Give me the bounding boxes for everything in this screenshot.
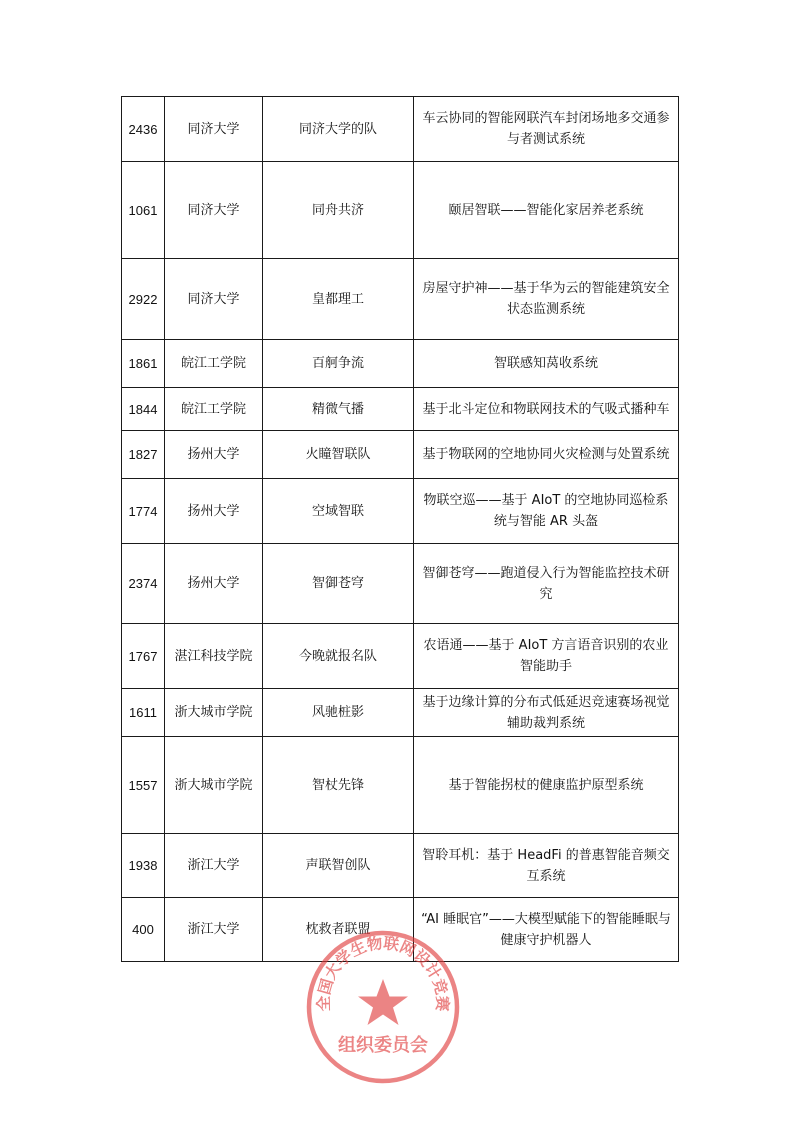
project-title: 基于智能拐杖的健康监护原型系统 bbox=[414, 737, 679, 834]
entry-id: 1767 bbox=[122, 624, 165, 689]
entry-id: 1938 bbox=[122, 834, 165, 898]
table-row bbox=[122, 340, 679, 388]
project-title: 农语通——基于 AIoT 方言语音识别的农业智能助手 bbox=[414, 624, 679, 689]
school-name: 扬州大学 bbox=[165, 431, 263, 479]
school-name: 浙江大学 bbox=[165, 898, 263, 962]
project-title: 智联感知莴收系统 bbox=[414, 340, 679, 388]
entry-id: 1827 bbox=[122, 431, 165, 479]
table-row bbox=[122, 388, 679, 431]
team-name: 同舟共济 bbox=[263, 162, 414, 259]
entry-id: 2374 bbox=[122, 544, 165, 624]
project-title: 物联空巡——基于 AIoT 的空地协同巡检系统与智能 AR 头盔 bbox=[414, 479, 679, 544]
entry-id: 400 bbox=[122, 898, 165, 962]
school-name: 同济大学 bbox=[165, 97, 263, 162]
entry-id: 2922 bbox=[122, 259, 165, 340]
table-row bbox=[122, 162, 679, 259]
table-row bbox=[122, 97, 679, 162]
project-title: 智聆耳机：基于 HeadFi 的普惠智能音频交互系统 bbox=[414, 834, 679, 898]
table-row bbox=[122, 737, 679, 834]
seal-bottom-text: 组织委员会 bbox=[338, 1035, 428, 1056]
team-name: 火瞳智联队 bbox=[263, 431, 414, 479]
team-name: 智杖先锋 bbox=[263, 737, 414, 834]
entry-id: 1061 bbox=[122, 162, 165, 259]
award-table-body bbox=[122, 97, 679, 962]
table-row bbox=[122, 689, 679, 737]
table-row bbox=[122, 834, 679, 898]
team-name: 风驰桩影 bbox=[263, 689, 414, 737]
school-name: 皖江工学院 bbox=[165, 340, 263, 388]
entry-id: 1774 bbox=[122, 479, 165, 544]
school-name: 浙大城市学院 bbox=[165, 689, 263, 737]
team-name: 百舸争流 bbox=[263, 340, 414, 388]
school-name: 扬州大学 bbox=[165, 479, 263, 544]
entry-id: 1557 bbox=[122, 737, 165, 834]
entry-id: 2436 bbox=[122, 97, 165, 162]
official-seal-stamp bbox=[303, 927, 463, 1087]
project-title: 智御苍穹——跑道侵入行为智能监控技术研究 bbox=[414, 544, 679, 624]
project-title: 房屋守护神——基于华为云的智能建筑安全状态监测系统 bbox=[414, 259, 679, 340]
team-name: 智御苍穹 bbox=[263, 544, 414, 624]
project-title: 基于边缘计算的分布式低延迟竞速赛场视觉辅助裁判系统 bbox=[414, 689, 679, 737]
entry-id: 1611 bbox=[122, 689, 165, 737]
table-row bbox=[122, 479, 679, 544]
entry-id: 1861 bbox=[122, 340, 165, 388]
team-name: 精微气播 bbox=[263, 388, 414, 431]
project-title: 颐居智联——智能化家居养老系统 bbox=[414, 162, 679, 259]
school-name: 浙大城市学院 bbox=[165, 737, 263, 834]
project-title: “AI 睡眠官”——大模型赋能下的智能睡眠与健康守护机器人 bbox=[414, 898, 679, 962]
school-name: 浙江大学 bbox=[165, 834, 263, 898]
team-name: 枕救者联盟 bbox=[263, 898, 414, 962]
table-row bbox=[122, 544, 679, 624]
school-name: 同济大学 bbox=[165, 259, 263, 340]
team-name: 同济大学的队 bbox=[263, 97, 414, 162]
table-row bbox=[122, 431, 679, 479]
team-name: 空域智联 bbox=[263, 479, 414, 544]
school-name: 同济大学 bbox=[165, 162, 263, 259]
award-table bbox=[121, 96, 679, 962]
team-name: 声联智创队 bbox=[263, 834, 414, 898]
school-name: 扬州大学 bbox=[165, 544, 263, 624]
school-name: 皖江工学院 bbox=[165, 388, 263, 431]
team-name: 今晚就报名队 bbox=[263, 624, 414, 689]
table-row bbox=[122, 624, 679, 689]
entry-id: 1844 bbox=[122, 388, 165, 431]
school-name: 湛江科技学院 bbox=[165, 624, 263, 689]
project-title: 基于北斗定位和物联网技术的气吸式播种车 bbox=[414, 388, 679, 431]
project-title: 车云协同的智能网联汽车封闭场地多交通参与者测试系统 bbox=[414, 97, 679, 162]
project-title: 基于物联网的空地协同火灾检测与处置系统 bbox=[414, 431, 679, 479]
table-row bbox=[122, 259, 679, 340]
seal-arc-text: 全国大学生物联网设计竞赛 bbox=[314, 934, 452, 1012]
team-name: 皇都理工 bbox=[263, 259, 414, 340]
seal-star-icon bbox=[358, 979, 408, 1025]
